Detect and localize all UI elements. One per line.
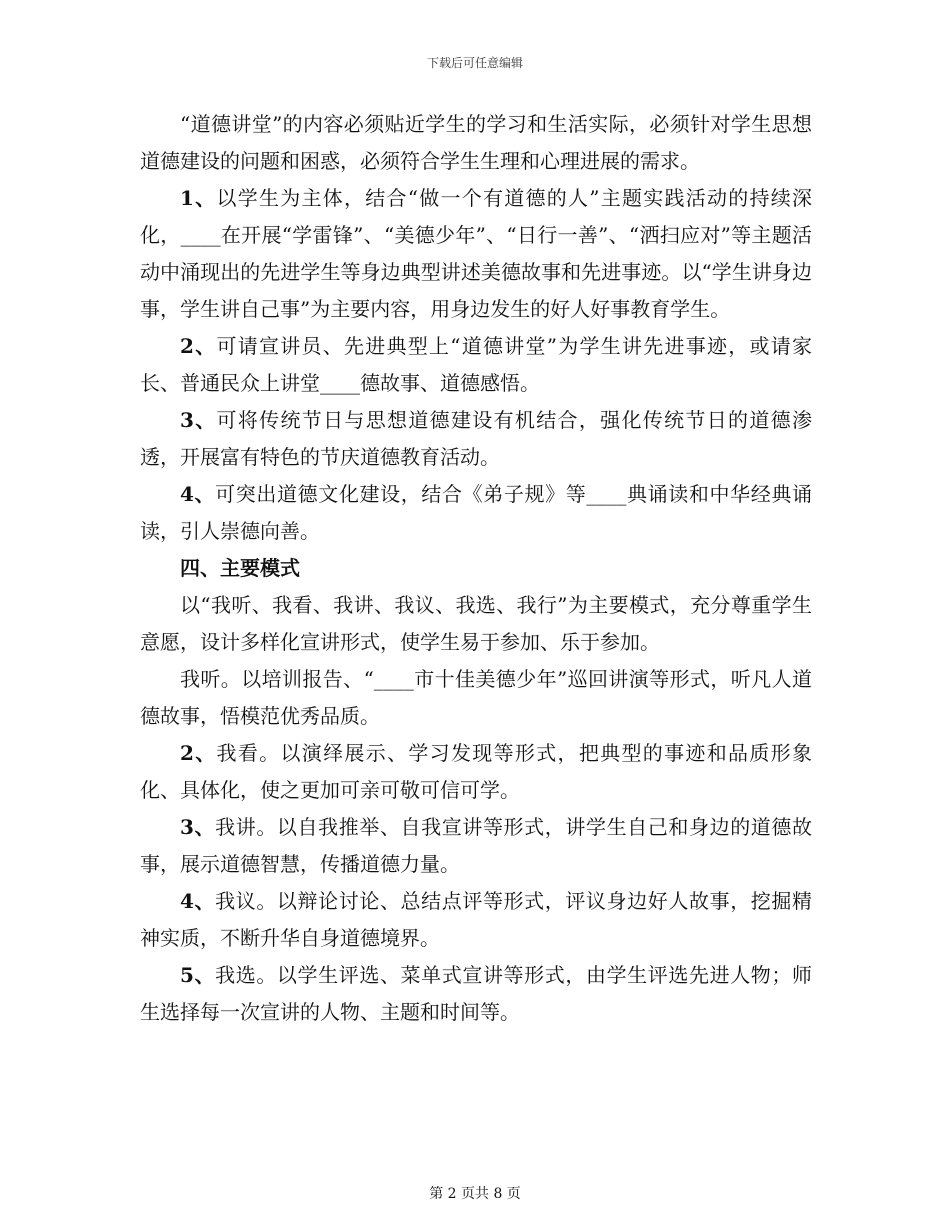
item-text: 我议。以辩论讨论、总结点评等形式，评议身边好人故事，挖掘精神实质，不断升华自身道德境界。 [140,889,812,950]
list-item-student-subject [140,180,812,328]
list-item-invite-speakers [140,328,812,402]
item-text: 我看。以演绎展示、学习发现等形式，把典型的事迹和品质形象化、具体化，使之更加可亲可敬可信可学。 [140,741,812,802]
item-text: 可突出道德文化建设，结合《弟子规》等____典诵读和中华经典诵读，引人崇德向善。 [140,482,813,543]
item-number: 4、 [180,482,216,506]
item-number: 3、 [180,408,217,432]
list-item-i-discuss [140,883,812,957]
item-number: 2、 [180,741,217,765]
list-item-traditional-festivals [140,402,812,476]
item-number: 4、 [180,889,216,913]
item-number: 2、 [180,334,217,358]
section-heading: 四、主要模式 [180,556,300,580]
paragraph-main-mode: 以“我听、我看、我讲、我议、我选、我行”为主要模式，充分尊重学生意愿，设计多样化宣讲形式，使学生易于参加、乐于参加。 [140,593,812,654]
item-text: 可将传统节日与思想道德建设有机结合，强化传统节日的道德渗透，开展富有特色的节庆道德教育活动。 [140,408,812,469]
item-text: 以学生为主体，结合“做一个有道德的人”主题实践活动的持续深化，____在开展“学雷锋”、“美德少年”、“日行一善”、“洒扫应对”等主题活动中涌现出的先进学生等身边典型讲述美德故事和先进事迹。以“学生讲身边事，学生讲自己事”为主要内容，用身边发生的好人好事教育学生。 [140,186,813,321]
page-number: 第 2 页共 8 页 [429,1186,521,1202]
item-text: 我讲。以自我推举、自我宣讲等形式，讲学生自己和身边的道德故事，展示道德智慧，传播道德力量。 [140,815,812,876]
item-number: 5、 [180,963,216,987]
page-header: 下载后可任意编辑 [426,56,523,70]
item-number: 1、 [180,186,217,210]
item-text: 可请宣讲员、先进典型上“道德讲堂”为学生讲先进事迹，或请家长、普通民众上讲堂____德故事、道德感悟。 [140,334,813,395]
list-item-i-speak [140,809,812,883]
item-text: 我选。以学生评选、菜单式宣讲等形式，由学生评选先进人物；师生选择每一次宣讲的人物、主题和时间等。 [140,963,812,1024]
list-item-i-choose [140,957,812,1031]
list-item-i-see [140,735,812,809]
document-body [140,106,812,1031]
list-item-moral-culture [140,476,812,550]
paragraph-i-listen: 我听。以培训报告、“____市十佳美德少年”巡回讲演等形式，听凡人道德故事，悟模范优秀品质。 [140,667,812,728]
paragraph-intro-requirements: “道德讲堂”的内容必须贴近学生的学习和生活实际，必须针对学生思想道德建设的问题和困惑，必须符合学生生理和心理进展的需求。 [140,112,812,173]
item-number: 3、 [180,815,216,839]
